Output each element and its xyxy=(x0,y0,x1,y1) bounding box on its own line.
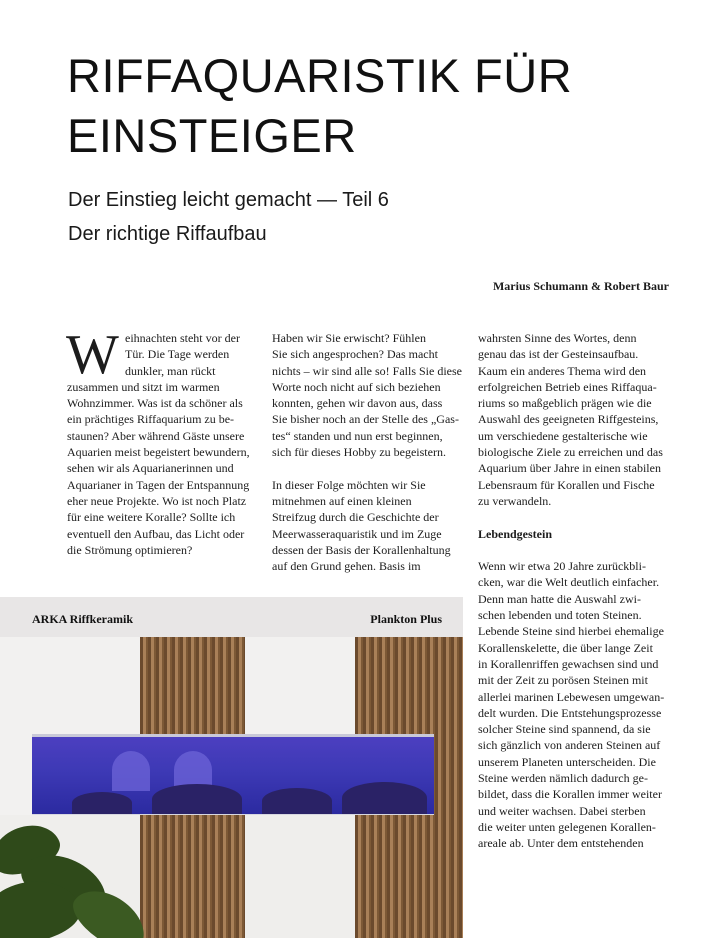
text-line: auf den Grund gehen. Basis im xyxy=(272,559,421,574)
text-line: wahrsten Sinne des Wortes, denn xyxy=(478,331,637,345)
aquarium-tank xyxy=(32,734,434,817)
photo-label-right: Plankton Plus xyxy=(370,612,442,626)
text-line: eher neue Projekte. Wo ist noch Platz xyxy=(67,493,247,508)
paragraph-gap xyxy=(478,509,674,525)
text-line: dessen der Basis der Korallenhaltung xyxy=(272,542,451,557)
text-line: staunen? Aber während Gäste unsere xyxy=(67,428,245,443)
title-line-1: RIFFAQUARISTIK FÜR xyxy=(67,49,573,102)
text-line: Aquarium über Jahre in einen stabilen xyxy=(478,461,661,476)
text-line: Aquarien meist begeistert bewundern, xyxy=(67,445,250,460)
text-line: Streifzug durch die Geschichte der xyxy=(272,510,439,525)
text-line: Wohnzimmer. Was ist da schöner als xyxy=(67,396,243,411)
text-line: ein prächtiges Riffaquarium zu be- xyxy=(67,412,235,427)
text-line: mitnehmen auf einen kleinen xyxy=(272,493,412,508)
text-line: zu verwandeln. xyxy=(478,493,552,508)
text-line: riums so maßgeblich prägen wie die xyxy=(478,396,652,411)
text-line: unserem Planeten unterscheiden. Die xyxy=(478,754,656,769)
text-line: In dieser Folge möchten wir Sie xyxy=(272,477,426,492)
text-line: nichts – wir sind alle so! Falls Sie diese xyxy=(272,363,462,378)
text-column-3 xyxy=(478,330,674,852)
wood-slat-panel xyxy=(140,815,245,938)
tank-arch xyxy=(112,751,150,791)
photo-label-left: ARKA Riffkeramik xyxy=(32,612,133,626)
text-line: konnten, gehen wir davon aus, dass xyxy=(272,396,443,411)
text-line: solcher Steine sind spannend, da sie xyxy=(478,722,651,737)
text-line: die weiter unten gelegenen Korallen- xyxy=(478,819,656,834)
text-line: eventuell den Aufbau, das Licht oder xyxy=(67,526,245,541)
article-title xyxy=(67,46,667,166)
text-line: die Strömung optimieren? xyxy=(67,542,193,557)
text-line: erfolgreichen Betrieb eines Riffaqua- xyxy=(478,379,657,394)
reef-rock xyxy=(152,784,242,814)
text-line: in Korallenriffen gewachsen sind und xyxy=(478,656,659,671)
text-line: schen lebenden und toten Steinen. xyxy=(478,608,642,623)
text-line: biologische Ziele zu erreichen und das xyxy=(478,445,663,460)
article-subtitle-2: Der richtige Riffaufbau xyxy=(68,223,267,245)
section-heading: Lebendgestein xyxy=(478,526,553,541)
text-line: Wenn wir etwa 20 Jahre zurückbli- xyxy=(478,559,646,574)
reef-rock xyxy=(72,792,132,814)
paragraph-gap xyxy=(272,460,468,476)
text-line: sehen wir als Aquarianerinnen und xyxy=(67,461,234,476)
text-line: cken, war die Welt deutlich einfacher. xyxy=(478,575,660,590)
text-line: um verschiedene gestalterische wie xyxy=(478,428,648,443)
article-subtitle: Der Einstieg leicht gemacht — Teil 6 xyxy=(68,189,389,211)
text-line: Haben wir Sie erwischt? Fühlen xyxy=(272,331,426,345)
text-line: allerlei marinen Lebewesen umgewan- xyxy=(478,689,665,704)
text-line: bildet, dass die Korallen immer weiter xyxy=(478,787,662,802)
text-line: tes“ standen und nun erst beginnen, xyxy=(272,428,443,443)
text-line: für eine weitere Koralle? Sollte ich xyxy=(67,510,236,525)
text-line: Worte noch nicht auf sich beziehen xyxy=(272,379,441,394)
text-column-1 xyxy=(66,324,263,558)
text-line: Auswahl des geeigneten Riffgesteins, xyxy=(478,412,659,427)
text-line: Tür. Die Tage werden xyxy=(125,347,230,362)
text-line: mit der Zeit zu porösen Steinen mit xyxy=(478,673,648,688)
text-line: eihnachten steht vor der xyxy=(125,331,240,345)
text-line: Korallenskelette, die über lange Zeit xyxy=(478,640,653,655)
reef-rock xyxy=(342,782,427,814)
text-line: und weiter wachsen. Dabei sterben xyxy=(478,803,646,818)
text-line: Lebende Steine sind hierbei ehemalige xyxy=(478,624,664,639)
paragraph-gap xyxy=(478,542,674,558)
text-line: areale ab. Unter dem entstehenden xyxy=(478,836,644,851)
text-line: Denn man hatte die Auswahl zwi- xyxy=(478,591,641,606)
drop-cap: W xyxy=(66,324,119,386)
text-line: Meerwasseraquaristik und im Zuge xyxy=(272,526,442,541)
text-line: Aquarianer in Tagen der Entspannung xyxy=(67,477,250,492)
aquarium-photo xyxy=(0,597,463,938)
reef-rock xyxy=(262,788,332,814)
wood-slat-panel xyxy=(355,815,463,938)
text-line: Sie sich angesprochen? Das macht xyxy=(272,347,438,362)
text-line: sich für dieses Hobby zu begeistern. xyxy=(272,445,446,460)
text-line: Steine werden nämlich dadurch ge- xyxy=(478,771,648,786)
text-column-2 xyxy=(272,330,468,574)
text-line: sich gänzlich von anderen Steinen auf xyxy=(478,738,661,753)
text-line: genau das ist der Gesteinsaufbau. xyxy=(478,347,639,362)
text-line: Kaum ein anderes Thema wird den xyxy=(478,363,647,378)
text-line: Sie bisher noch an der Stelle des „Gas- xyxy=(272,412,459,427)
author-byline: Marius Schumann & Robert Baur xyxy=(492,279,669,293)
title-line-2: EINSTEIGER xyxy=(67,109,357,162)
text-line: zusammen und sitzt im warmen xyxy=(67,379,220,394)
text-line: Lebensraum für Korallen und Fische xyxy=(478,477,655,492)
text-line: dunkler, man rückt xyxy=(125,363,216,378)
text-line: delt wurden. Die Entstehungsprozesse xyxy=(478,705,662,720)
